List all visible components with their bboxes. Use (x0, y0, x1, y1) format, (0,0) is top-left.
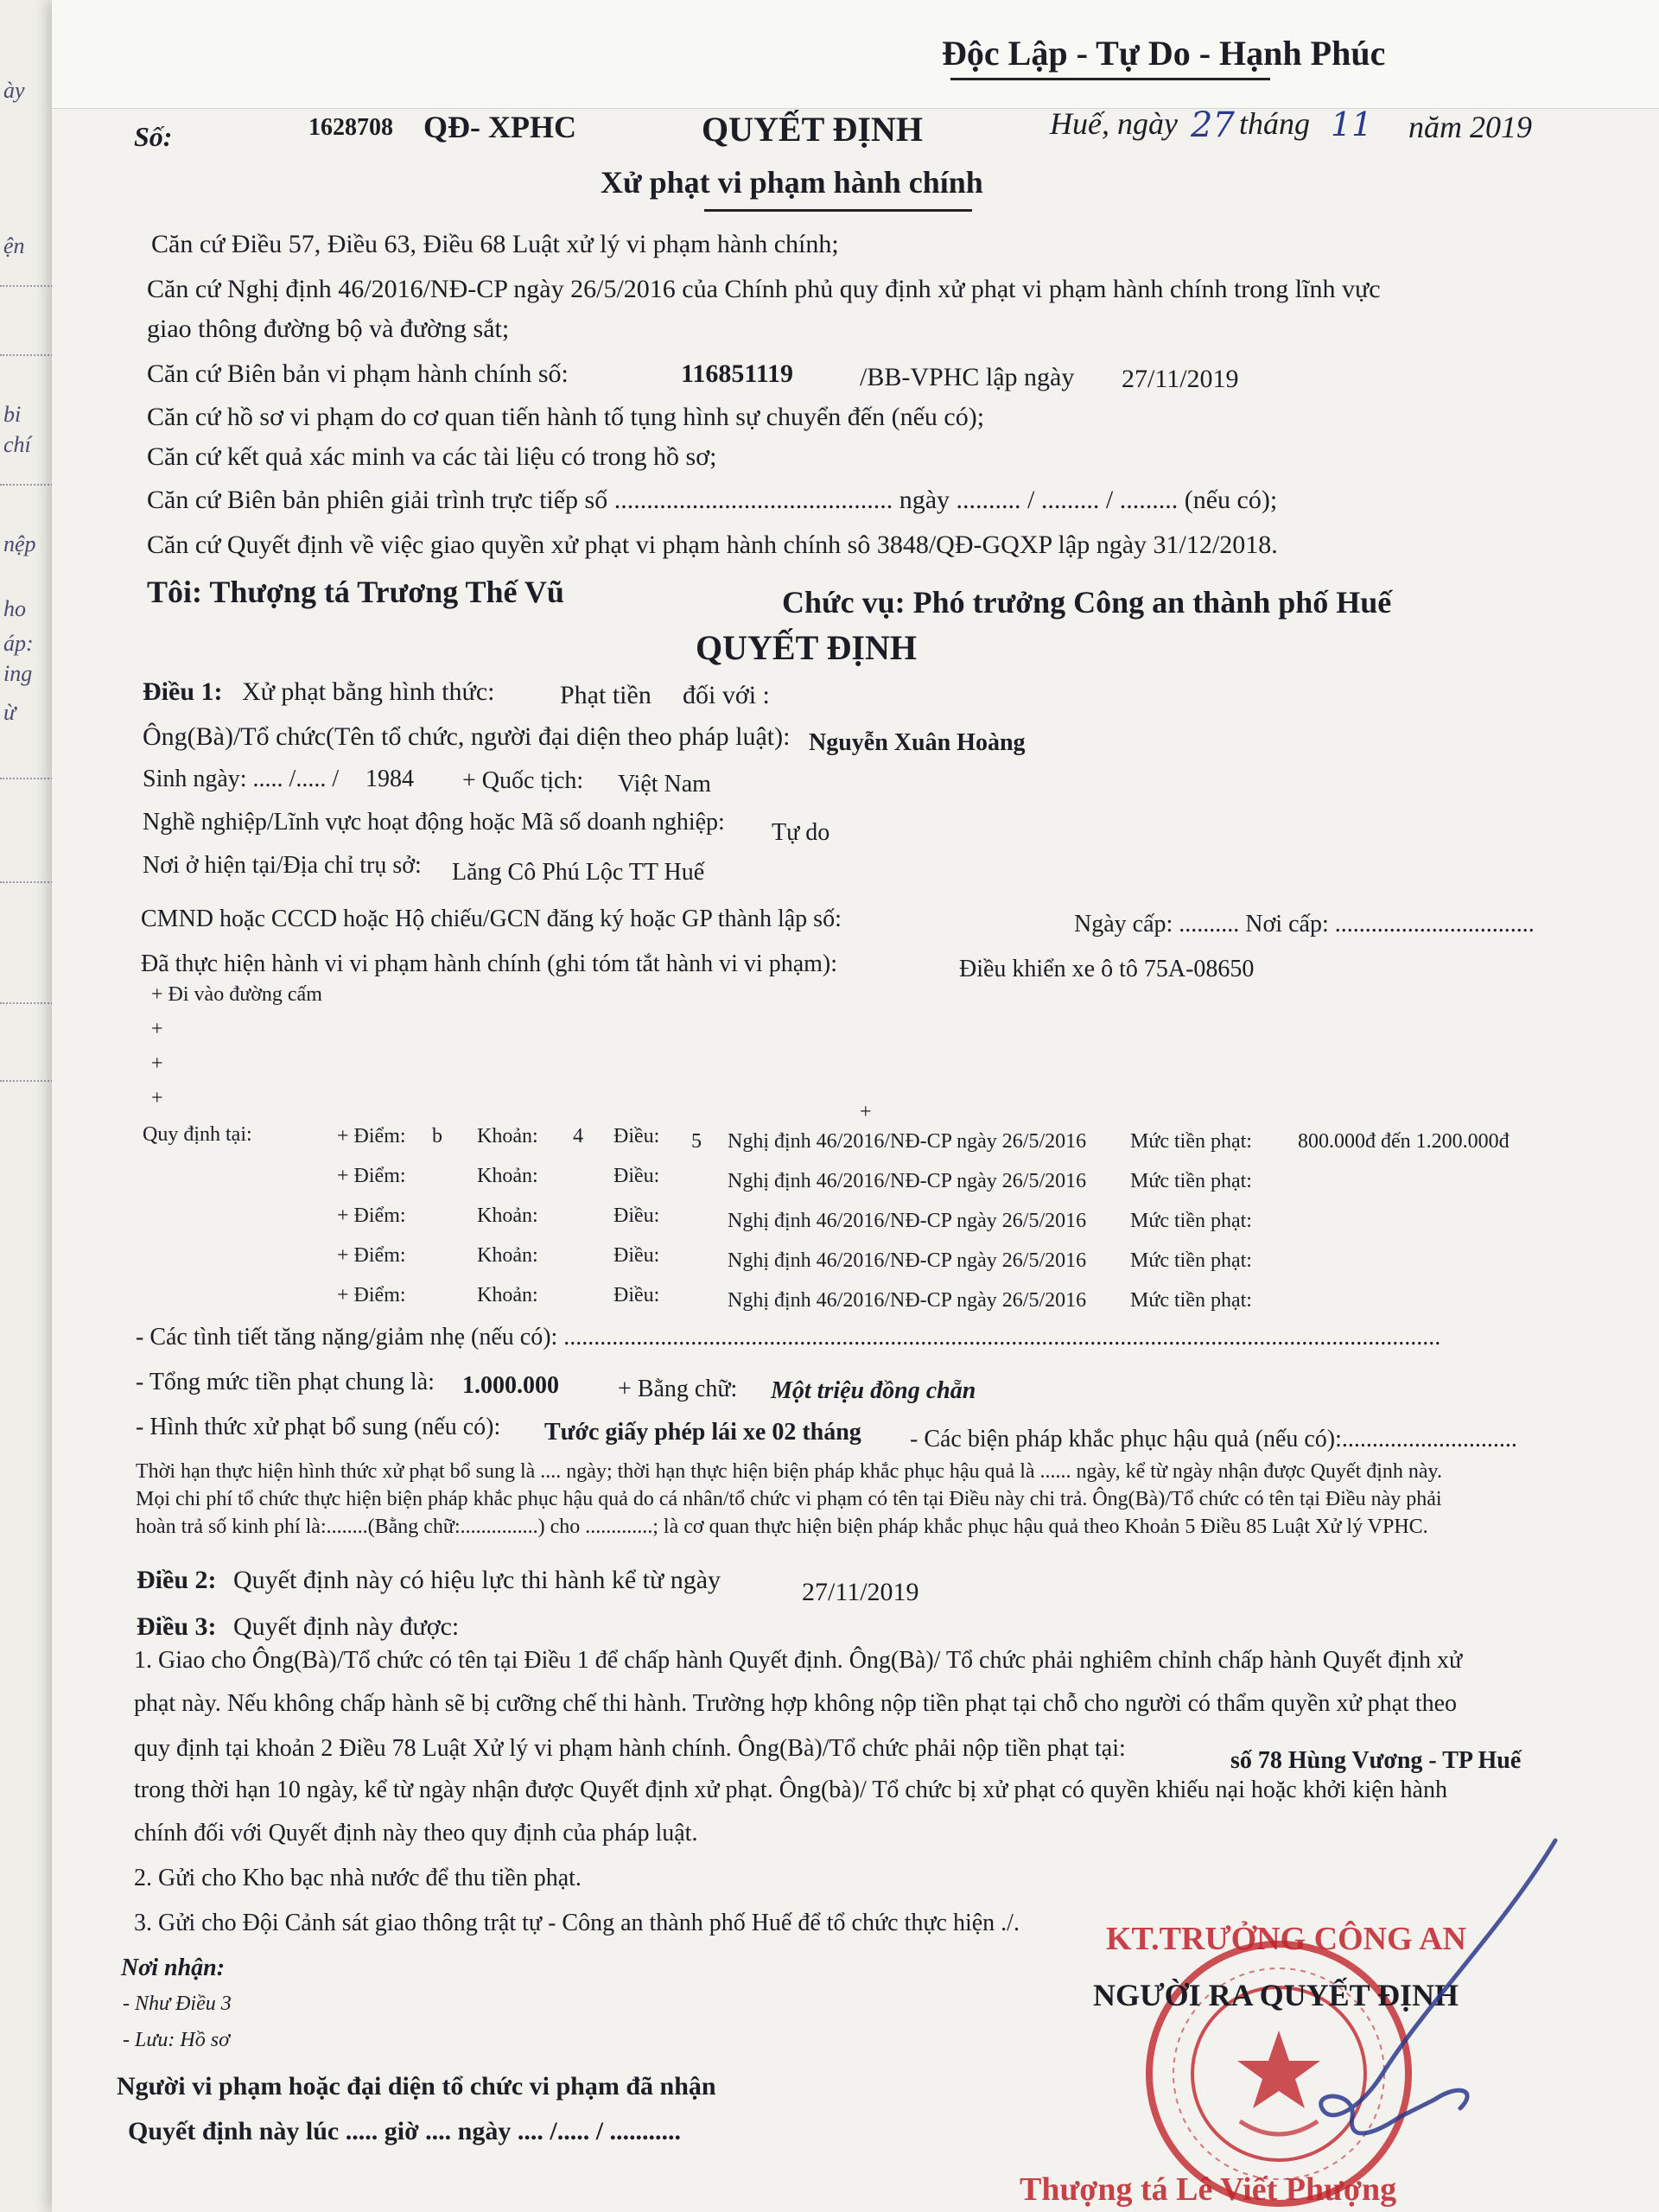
basis-line-1: Căn cứ Điều 57, Điều 63, Điều 68 Luật xử lý vi phạm hành chính; (151, 230, 839, 258)
recipients-label: Nơi nhận: (121, 1955, 226, 1981)
basis-line-2b: giao thông đường bộ và đường sắt; (147, 315, 510, 343)
payment-address: số 78 Hùng Vương - TP Huế (1230, 1747, 1522, 1774)
regulation-cell-khoan-v: 4 (573, 1125, 583, 1147)
violator-label: Ông(Bà)/Tổ chức(Tên tổ chức, người đại diện theo pháp luật): (143, 722, 791, 751)
subtitle-underline (704, 209, 972, 212)
decision-number: 1628708 (308, 114, 393, 141)
amount-in-words: Một triệu đồng chẵn (771, 1377, 976, 1404)
basis-line-5: Căn cứ kết quả xác minh va các tài liệu có trong hồ sơ; (147, 442, 717, 471)
decision-code: QĐ- XPHC (423, 110, 576, 144)
additional-penalty-label: - Hình thức xử phạt bổ sung (nếu có): (136, 1414, 501, 1440)
regulation-cell-muc: Mức tiền phạt: (1130, 1249, 1252, 1272)
regulation-cell-dieu: Điều: (613, 1125, 660, 1147)
article-3-text: Quyết định này được: (233, 1612, 460, 1641)
regulation-cell-muc: Mức tiền phạt: (1130, 1170, 1252, 1192)
margin-fragment: ho (3, 596, 26, 621)
article-2-label: Điều 2: (137, 1566, 217, 1594)
regulation-cell-dieu: Điều: (613, 1284, 660, 1306)
document-subtitle: Xử phạt vi phạm hành chính (601, 165, 983, 200)
recipient-item: - Lưu: Hồ sơ (123, 2029, 230, 2051)
margin-fragment: ừ (3, 700, 16, 725)
article-3-para-1: chính đối với Quyết định này theo quy định của pháp luật. (134, 1820, 698, 1847)
receipt-time: Quyết định này lúc ..... giờ .... ngày .... /..... / ........... (128, 2117, 682, 2145)
article-3-label: Điều 3: (137, 1612, 217, 1641)
article-3-para-1: trong thời hạn 10 ngày, kể từ ngày nhận được Quyết định xử phạt. Ông(bà)/ Tổ chức bị xử phạt có quyền khiếu nại hoặc khởi kiện hành (134, 1777, 1447, 1803)
regulation-cell-khoan: Khoản: (477, 1244, 538, 1267)
address-label: Nơi ở hiện tại/Địa chỉ trụ sở: (143, 852, 422, 879)
address: Lăng Cô Phú Lộc TT Huế (452, 859, 705, 886)
article-2-text: Quyết định này có hiệu lực thi hành kể từ ngày (233, 1566, 721, 1594)
article-3-para-2: 2. Gửi cho Kho bạc nhà nước để thu tiền phạt. (134, 1865, 582, 1891)
id-document-label: CMND hoặc CCCD hoặc Hộ chiếu/GCN đăng ký hoặc GP thành lập số: (141, 906, 842, 932)
violator-name: Nguyễn Xuân Hoàng (809, 729, 1026, 756)
regulation-cell-diem: + Điểm: (337, 1284, 406, 1306)
article-3-para-1: quy định tại khoản 2 Điều 78 Luật Xử lý vi phạm hành chính. Ông(Bà)/Tổ chức phải nộp tiền phạt tại: (134, 1735, 1126, 1762)
basis-line-4: Căn cứ hồ sơ vi phạm do cơ quan tiến hành tố tụng hình sự chuyển đến (nếu có); (147, 403, 985, 431)
cost-note: Mọi chi phí tổ chức thực hiện biện pháp khắc phục hậu quả do cá nhân/tổ chức vi phạm có tên tại Điều này chi trả. Ông(Bà)/Tổ chức có tên tại Điều này phải (136, 1488, 1442, 1510)
regulation-cell-khoan: Khoản: (477, 1284, 538, 1306)
regulation-cell-diem: + Điểm: (337, 1125, 406, 1147)
total-fine-amount: 1.000.000 (462, 1372, 559, 1399)
regulation-label: Quy định tại: (143, 1123, 252, 1146)
regulation-cell-muc: Mức tiền phạt: (1130, 1130, 1252, 1153)
violation-item: + (151, 1052, 163, 1075)
folded-top-edge (52, 0, 1659, 109)
regulation-cell-muc: Mức tiền phạt: (1130, 1289, 1252, 1312)
basis-line-7: Căn cứ Quyết định về việc giao quyền xử phạt vi phạm hành chính sô 3848/QĐ-GQXP lập ngày 31/12/2018. (147, 531, 1278, 559)
birth-date-label: Sinh ngày: ..... /..... / (143, 766, 340, 792)
regulation-cell-dieu: Điều: (613, 1165, 660, 1187)
regulation-cell-nd: Nghị định 46/2016/NĐ-CP ngày 26/5/2016 (728, 1170, 1087, 1192)
regulation-cell-diem-v: b (432, 1125, 442, 1147)
violation-act-label: Đã thực hiện hành vi vi phạm hành chính (ghi tóm tắt hành vi vi phạm): (141, 950, 838, 977)
regulation-cell-nd: Nghị định 46/2016/NĐ-CP ngày 26/5/2016 (728, 1130, 1087, 1153)
regulation-cell-muc: Mức tiền phạt: (1130, 1210, 1252, 1232)
basis-line-3-mid: /BB-VPHC lập ngày (860, 363, 1075, 391)
regulation-cell-diem: + Điểm: (337, 1165, 406, 1187)
article-3-para-3: 3. Gửi cho Đội Cảnh sát giao thông trật tự - Công an thành phố Huế để tổ chức thực hiện ./. (134, 1910, 1020, 1936)
margin-fragment: bi (3, 402, 22, 427)
decision-title: QUYẾT ĐỊNH (696, 628, 917, 667)
basis-line-3-label: Căn cứ Biên bản vi phạm hành chính số: (147, 359, 569, 388)
effective-date: 27/11/2019 (802, 1578, 919, 1606)
circumstances: - Các tình tiết tăng nặng/giảm nhẹ (nếu có): ................................................................................................................................................. (136, 1324, 1441, 1351)
margin-fragment: ày (3, 78, 25, 103)
document-type-title: QUYẾT ĐỊNH (702, 110, 923, 149)
regulation-cell-diem: + Điểm: (337, 1244, 406, 1267)
nationality-label: + Quốc tịch: (462, 767, 584, 794)
stamp-authority-text: KT.TRƯỞNG CÔNG AN (1106, 1921, 1466, 1957)
regulation-cell-dieu-v: 5 (691, 1130, 702, 1153)
penalty-form: Phạt tiền (560, 681, 652, 709)
year-text: năm 2019 (1408, 110, 1532, 144)
birth-year: 1984 (365, 766, 414, 792)
margin-fragment: ện (3, 233, 25, 258)
occupation: Tự do (772, 819, 830, 846)
decision-document (52, 0, 1659, 2212)
article-1-label: Điều 1: (143, 677, 223, 706)
officer-position: Chức vụ: Phó trưởng Công an thành phố Huế (782, 585, 1392, 620)
total-fine-label: - Tổng mức tiền phạt chung là: (136, 1369, 435, 1395)
violation-item: + Đi vào đường cấm (151, 983, 322, 1006)
violation-report-date: 27/11/2019 (1122, 365, 1239, 393)
regulation-cell-nd: Nghị định 46/2016/NĐ-CP ngày 26/5/2016 (728, 1249, 1087, 1272)
issue-date-place: Ngày cấp: .......... Nơi cấp: ................................. (1074, 911, 1535, 938)
violation-act: Điều khiển xe ô tô 75A-08650 (959, 956, 1255, 982)
officer-name: Tôi: Thượng tá Trương Thế Vũ (147, 575, 564, 609)
reimbursement-note: hoàn trả số kinh phí là:........(Bằng chữ:...............) cho .............; là cơ quan thực hiện biện pháp khắc phục hậu quả theo Khoản 5 Điều 85 Luật Xử lý VPHC. (136, 1516, 1428, 1538)
article-3-para-1: phạt này. Nếu không chấp hành sẽ bị cưỡng chế thi hành. Trường hợp không nộp tiền phạt tại chỗ cho người có thẩm quyền xử phạt theo (134, 1690, 1458, 1717)
basis-line-2: Căn cứ Nghị định 46/2016/NĐ-CP ngày 26/5/2016 của Chính phủ quy định xử phạt vi phạm hành chính trong lĩnh vực (147, 275, 1381, 303)
regulation-cell-khoan: Khoản: (477, 1165, 538, 1187)
regulation-cell-nd: Nghị định 46/2016/NĐ-CP ngày 26/5/2016 (728, 1210, 1087, 1232)
signer-name: Thượng tá Lê Viết Phượng (1020, 2171, 1397, 2208)
so-label: Số: (134, 121, 173, 152)
national-motto: Độc Lập - Tự Do - Hạnh Phúc (942, 34, 1386, 73)
deadline-note: Thời hạn thực hiện hình thức xử phạt bổ sung là .... ngày; thời hạn thực hiện biện pháp khắc phục hậu quả là ...... ngày, kể từ ngày nhận được Quyết định này. (136, 1460, 1442, 1483)
regulation-cell-diem: + Điểm: (337, 1205, 406, 1227)
amount-in-words-label: + Bằng chữ: (618, 1376, 738, 1402)
regulation-cell-muc-v: 800.000đ đến 1.200.000đ (1298, 1130, 1510, 1153)
margin-fragment: nệp (3, 531, 36, 556)
violator-receipt-label: Người vi phạm hoặc đại diện tổ chức vi phạm đã nhận (117, 2072, 716, 2101)
violation-report-number: 116851119 (681, 359, 794, 388)
issuer-title: NGƯỜI RA QUYẾT ĐỊNH (1093, 1978, 1459, 2012)
place-date-prefix: Huế, ngày (1050, 106, 1178, 141)
occupation-label: Nghề nghiệp/Lĩnh vực hoạt động hoặc Mã số doanh nghiệp: (143, 809, 725, 836)
recipient-item: - Như Điều 3 (123, 1993, 232, 2015)
violation-item: + (151, 1018, 163, 1040)
violation-item-extra: + (860, 1101, 872, 1123)
motto-underline (950, 78, 1270, 80)
handwritten-month: 11 (1331, 105, 1373, 143)
month-label: tháng (1239, 106, 1311, 141)
violation-item: + (151, 1087, 163, 1109)
additional-penalty: Tước giấy phép lái xe 02 tháng (544, 1419, 861, 1446)
doi-voi-label: đối với : (683, 681, 770, 709)
margin-fragment: chí (3, 432, 31, 457)
regulation-cell-dieu: Điều: (613, 1244, 660, 1267)
regulation-cell-nd: Nghị định 46/2016/NĐ-CP ngày 26/5/2016 (728, 1289, 1087, 1312)
remedial-measures: - Các biện pháp khắc phục hậu quả (nếu có):............................. (910, 1426, 1517, 1452)
handwritten-day: 27 (1191, 105, 1235, 145)
handwritten-signature (1175, 1832, 1624, 2195)
regulation-cell-khoan: Khoản: (477, 1125, 538, 1147)
regulation-cell-dieu: Điều: (613, 1205, 660, 1227)
margin-fragment: ing (3, 661, 33, 686)
regulation-cell-khoan: Khoản: (477, 1205, 538, 1227)
margin-fragment: áp: (3, 631, 34, 656)
article-3-para-1: 1. Giao cho Ông(Bà)/Tổ chức có tên tại Điều 1 để chấp hành Quyết định. Ông(Bà)/ Tổ chức phải nghiêm chỉnh chấp hành Quyết định xử (134, 1647, 1463, 1674)
nationality: Việt Nam (618, 771, 711, 798)
article-1-form-label: Xử phạt bằng hình thức: (242, 677, 495, 706)
basis-line-6: Căn cứ Biên bản phiên giải trình trực tiếp số ........................................... ngày .......... / ......... / ......... (nếu có); (147, 486, 1278, 514)
